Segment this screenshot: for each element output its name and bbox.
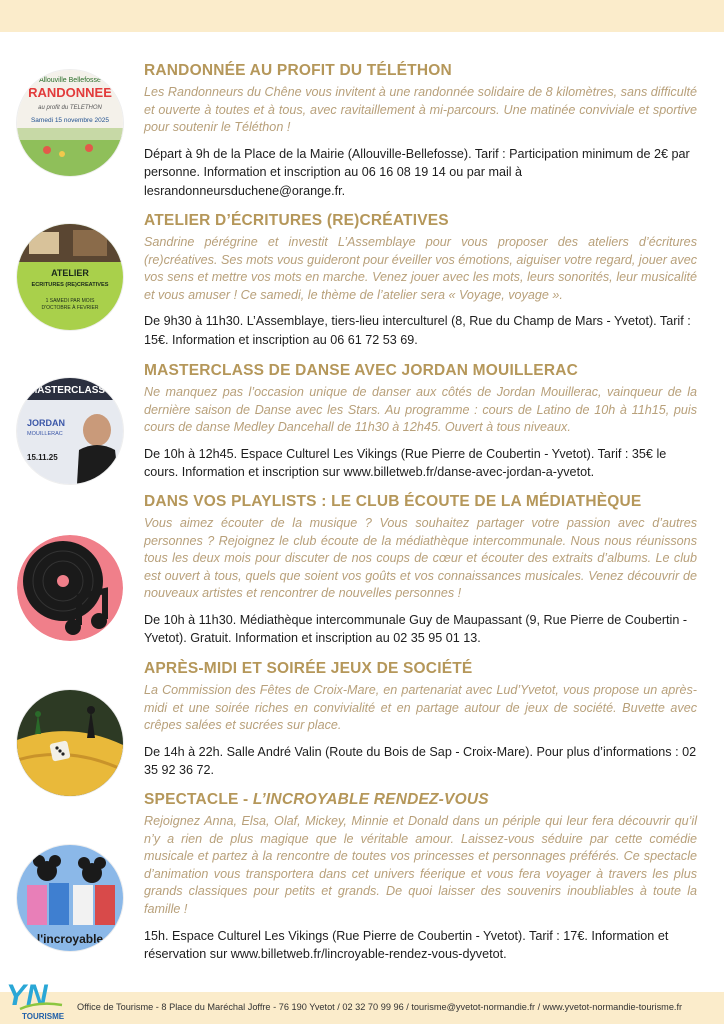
masterclass-poster-image [17, 378, 123, 484]
masterclass-thumbnail [17, 378, 123, 484]
footer [0, 992, 724, 1024]
jeux-societe-title: APRÈS-MIDI ET SOIRÉE JEUX DE SOCIÉTÉ [144, 660, 473, 677]
jeux-societe-thumbnail [17, 690, 123, 796]
office-tourisme-logo [2, 975, 74, 1023]
footer-contact-text: Office de Tourisme - 8 Place du Maréchal Joffre - 76 190 Yvetot / 02 32 70 99 96 / tourisme@yvetot-normandie.fr / www.yvetot-normandie-tourisme.fr [77, 1002, 683, 1012]
spectacle-title [144, 791, 697, 809]
atelier-content [144, 212, 697, 349]
masterclass-title: MASTERCLASS DE DANSE AVEC JORDAN MOUILLERAC [144, 362, 579, 379]
spectacle-poster-image [17, 845, 123, 951]
atelier-thumbnail [17, 224, 123, 330]
masterclass-poster-line3: MOUILLERAC [27, 431, 63, 437]
jeux-societe-description: La Commission des Fêtes de Croix-Mare, en partenariat avec Lud’Yvetot, vous propose un après-midi et une soirée riches en convivialité et en partage autour de jeux de société. Buvette avec crêpes salées et sucrées sur place. [144, 683, 697, 733]
atelier-info: De 9h30 à 11h30. L’Assemblaye, tiers-lieu interculturel (8, Rue du Champ de Mars - Yvetot). Tarif : 15€. Information et inscription au 06 61 72 53 69. [144, 314, 691, 347]
club-ecoute-content [144, 493, 697, 648]
club-ecoute-info: De 10h à 11h30. Médiathèque intercommunale Guy de Maupassant (9, Rue Pierre de Coubertin - Yvetot). Gratuit. Information et inscription au 02 35 95 01 13. [144, 612, 688, 646]
atelier-poster-line1: ATELIER [51, 268, 89, 278]
masterclass-poster-line1: MASTERCLASS [28, 385, 106, 396]
atelier-description: Sandrine pérégrine et investit L’Assemblaye pour vous proposer des ateliers d’écritures (re)créatives. Ses mots vous guideront pour éveiller vos émotions, aiguiser votre regard, jouer avec vos sens et mettre vos mots en marche. Venez jouer avec les mots, leurs sonorités, leur musicalité et vous amuser ! Ce samedi, le thème de l’atelier sera « Voyage, voyage ». [144, 235, 697, 302]
randonnee-title: RANDONNÉE AU PROFIT DU TÉLÉTHON [144, 62, 452, 79]
top-band [0, 0, 724, 32]
randonnee-thumbnail [17, 70, 123, 176]
logo-word: TOURISME [22, 1012, 65, 1021]
randonnee-poster-image [17, 70, 123, 176]
randonnee-poster-line2: RANDONNEE [28, 85, 112, 100]
club-ecoute-description: Vous aimez écouter de la musique ? Vous souhaitez partager votre passion avec d’autres personnes ? Rejoignez le club écoute de la médiathèque intercommunale. Nous nous réunissons tous les deux mois pour discuter de nos coups de cœur et écouter des extraits d’albums. Le club est ouvert à tous, quels que soient vos goûts et vos connaissances musicales. Venez découvrir de nouveaux artistes et rencontrer de nouvelles personnes ! [144, 516, 697, 601]
randonnee-info: Départ à 9h de la Place de la Mairie (Allouville-Bellefosse). Tarif : Participation minimum de 2€ par personne. Information et inscription au 06 16 08 19 14 ou par mail à lesrandonneursduchene@orange.fr. [144, 146, 690, 198]
vinyl-music-icon [17, 535, 123, 641]
masterclass-description: Ne manquez pas l’occasion unique de danser aux côtés de Jordan Mouillerac, vainqueur de la dernière saison de Danse avec les Stars. Au programme : cours de Latino de 10h à 11h15, puis cours de danse Medley Dancehall de 11h30 à 12h45. Ouvert à tous niveaux. [144, 385, 697, 435]
spectacle-title-prefix: SPECTACLE - [144, 791, 253, 808]
jeux-societe-info: De 14h à 22h. Salle André Valin (Route du Bois de Sap - Croix-Mare). Pour plus d’informations : 02 35 92 36 72. [144, 744, 697, 778]
spectacle-info: 15h. Espace Culturel Les Vikings (Rue Pierre de Coubertin - Yvetot). Tarif : 17€. Information et réservation sur www.billetweb.fr/lincroyable-rendez-vous-dyvetot. [144, 928, 669, 961]
spectacle-description: Rejoignez Anna, Elsa, Olaf, Mickey, Minnie et Donald dans un périple qui leur fera découvrir qu’il n’y a rien de plus magique que le véritable amour. Laissez-vous séduire par cette comédie musicale et partez à la rencontre de toutes vos princesses et personnages préférés. Ce spectacle d’animation vous transportera dans cet univers féerique et vous fera voyager à travers les plus grands classiques pour petits et grands. De quoi laisser des souvenirs inoubliables à toute la famille ! [144, 814, 697, 916]
atelier-title: ATELIER D’ÉCRITURES (RE)CRÉATIVES [144, 212, 449, 229]
jeux-societe-content [144, 660, 697, 780]
logo-letters: YN [6, 979, 48, 1012]
randonnee-description: Les Randonneurs du Chêne vous invitent à une randonnée solidaire de 8 kilomètres, sans difficulté et ouverte à toutes et à tous, avec ravitaillement à mi-parcours. Une matinée conviviale et sportive pour soutenir le Téléthon ! [144, 85, 697, 135]
randonnee-poster-line4: Samedi 15 novembre 2025 [30, 117, 110, 124]
masterclass-info: De 10h à 12h45. Espace Culturel Les Vikings (Rue Pierre de Coubertin - Yvetot). Tarif : 35€ le cours. Information et inscription sur www.billetweb.fr/danse-avec-jordan-a-yvetot. [144, 446, 667, 480]
atelier-poster-line4: D'OCTOBRE À FEVRIER [41, 305, 99, 311]
spectacle-poster-line1: l'incroyable [36, 932, 104, 946]
board-game-image [17, 690, 123, 796]
spectacle-content [144, 791, 697, 963]
atelier-poster-line2: ECRITURES (RE)CREATIVES [31, 282, 109, 288]
atelier-poster-line3: 1 SAMEDI PAR MOIS [45, 298, 95, 304]
masterclass-poster-line4: 15.11.25 [27, 453, 58, 462]
club-ecoute-thumbnail [17, 535, 123, 641]
masterclass-poster-line2: JORDAN [27, 418, 66, 428]
spectacle-title-name: L’INCROYABLE RENDEZ-VOUS [252, 791, 489, 808]
atelier-poster-image [17, 224, 123, 330]
masterclass-content [144, 362, 697, 482]
randonnee-poster-line1: Allouville Bellefosse [39, 77, 101, 84]
club-ecoute-title: DANS VOS PLAYLISTS : LE CLUB ÉCOUTE DE LA MÉDIATHÈQUE [144, 493, 642, 510]
randonnee-poster-line3: au profit du TELETHON [38, 105, 102, 111]
randonnee-content [144, 62, 697, 200]
spectacle-thumbnail [17, 845, 123, 951]
